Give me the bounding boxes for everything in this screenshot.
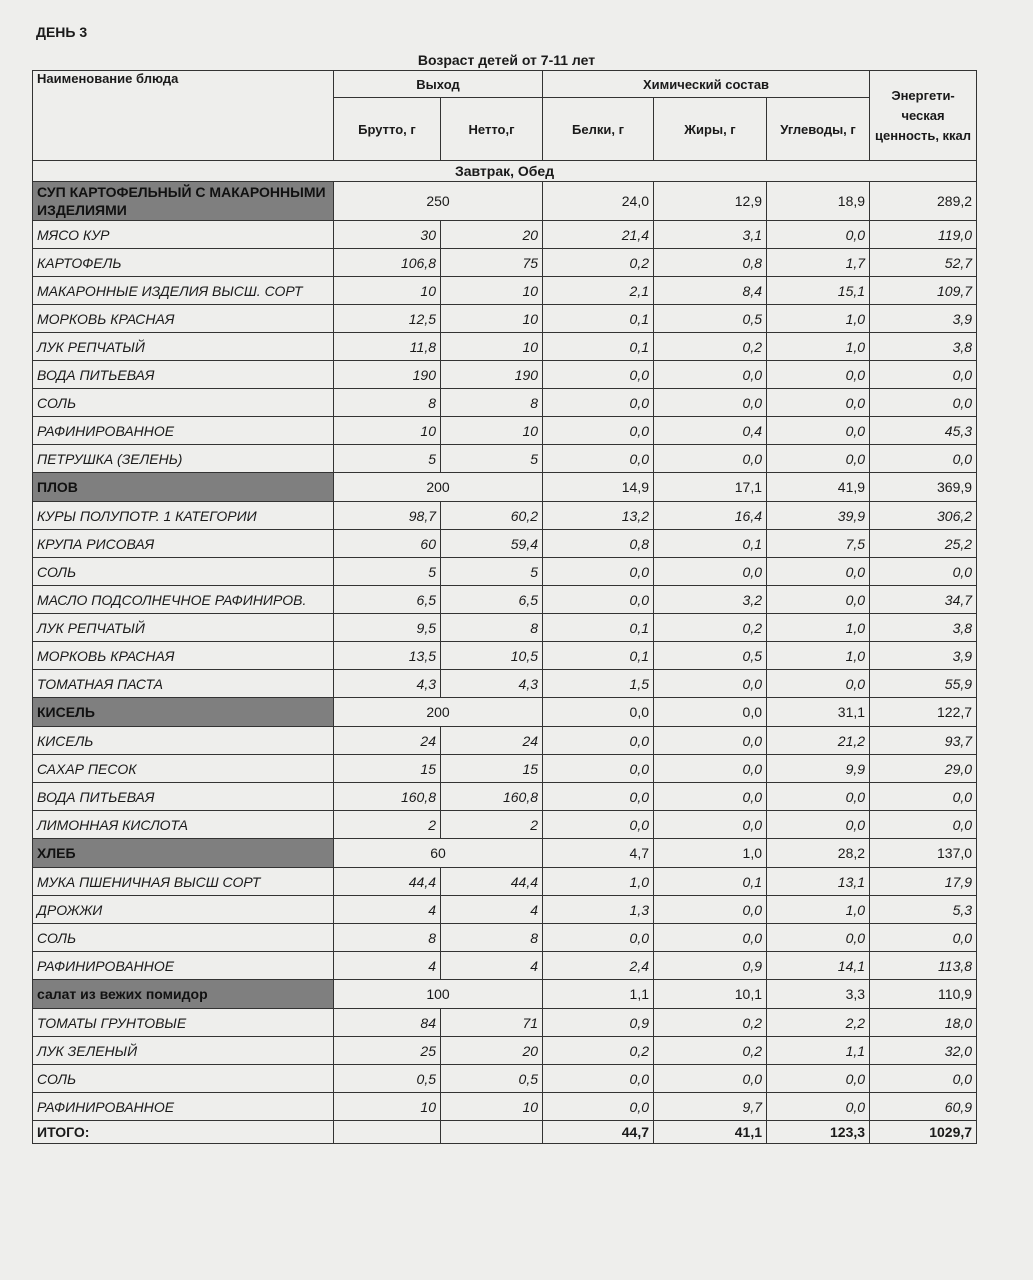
ingredient-energy: 3,8 <box>870 614 977 642</box>
ingredient-protein: 2,4 <box>543 952 654 980</box>
ingredient-row <box>33 530 977 558</box>
ingredient-net: 44,4 <box>441 868 543 896</box>
ingredient-gross: 98,7 <box>334 502 441 530</box>
ingredient-name: СОЛЬ <box>33 558 334 586</box>
ingredient-carbs: 2,2 <box>767 1009 870 1037</box>
dish-row <box>33 473 977 502</box>
dish-row <box>33 980 977 1009</box>
ingredient-net: 10,5 <box>441 642 543 670</box>
column-header-protein: Белки, г <box>543 98 654 161</box>
ingredient-gross: 30 <box>334 221 441 249</box>
ingredient-row <box>33 361 977 389</box>
meal-section-label: Завтрак, Обед <box>33 161 977 182</box>
ingredient-gross: 4 <box>334 952 441 980</box>
dish-carbs: 28,2 <box>767 839 870 868</box>
ingredient-fat: 0,0 <box>654 727 767 755</box>
ingredient-name: ЛУК РЕПЧАТЫЙ <box>33 614 334 642</box>
ingredient-carbs: 0,0 <box>767 221 870 249</box>
ingredient-energy: 109,7 <box>870 277 977 305</box>
ingredient-carbs: 7,5 <box>767 530 870 558</box>
ingredient-energy: 0,0 <box>870 389 977 417</box>
ingredient-name: КАРТОФЕЛЬ <box>33 249 334 277</box>
ingredient-energy: 0,0 <box>870 361 977 389</box>
ingredient-row <box>33 221 977 249</box>
ingredient-fat: 0,1 <box>654 868 767 896</box>
ingredient-net: 5 <box>441 445 543 473</box>
dish-row <box>33 839 977 868</box>
menu-table <box>32 70 977 1144</box>
ingredient-net: 10 <box>441 417 543 445</box>
total-gross-empty <box>334 1121 441 1144</box>
ingredient-gross: 190 <box>334 361 441 389</box>
total-net-empty <box>441 1121 543 1144</box>
ingredient-protein: 1,5 <box>543 670 654 698</box>
dish-carbs: 31,1 <box>767 698 870 727</box>
ingredient-carbs: 1,0 <box>767 642 870 670</box>
ingredient-fat: 0,2 <box>654 333 767 361</box>
ingredient-protein: 0,0 <box>543 1093 654 1121</box>
ingredient-net: 8 <box>441 924 543 952</box>
column-header-fat: Жиры, г <box>654 98 767 161</box>
ingredient-name: РАФИНИРОВАННОЕ <box>33 1093 334 1121</box>
ingredient-fat: 0,5 <box>654 642 767 670</box>
ingredient-net: 20 <box>441 221 543 249</box>
ingredient-fat: 3,1 <box>654 221 767 249</box>
ingredient-carbs: 15,1 <box>767 277 870 305</box>
ingredient-row <box>33 896 977 924</box>
ingredient-name: ПЕТРУШКА (ЗЕЛЕНЬ) <box>33 445 334 473</box>
ingredient-energy: 119,0 <box>870 221 977 249</box>
ingredient-protein: 0,1 <box>543 305 654 333</box>
ingredient-protein: 0,1 <box>543 614 654 642</box>
ingredient-net: 4,3 <box>441 670 543 698</box>
ingredient-row <box>33 670 977 698</box>
ingredient-gross: 84 <box>334 1009 441 1037</box>
ingredient-protein: 0,9 <box>543 1009 654 1037</box>
ingredient-row <box>33 558 977 586</box>
column-header-net: Нетто,г <box>441 98 543 161</box>
ingredient-gross: 11,8 <box>334 333 441 361</box>
ingredient-name: САХАР ПЕСОК <box>33 755 334 783</box>
ingredient-row <box>33 445 977 473</box>
ingredient-net: 75 <box>441 249 543 277</box>
ingredient-row <box>33 783 977 811</box>
ingredient-name: РАФИНИРОВАННОЕ <box>33 417 334 445</box>
ingredient-protein: 0,0 <box>543 755 654 783</box>
ingredient-name: ЛИМОННАЯ КИСЛОТА <box>33 811 334 839</box>
total-energy: 1029,7 <box>870 1121 977 1144</box>
ingredient-net: 20 <box>441 1037 543 1065</box>
ingredient-energy: 18,0 <box>870 1009 977 1037</box>
ingredient-net: 59,4 <box>441 530 543 558</box>
ingredient-gross: 0,5 <box>334 1065 441 1093</box>
ingredient-name: СОЛЬ <box>33 1065 334 1093</box>
dish-protein: 0,0 <box>543 698 654 727</box>
dish-fat: 12,9 <box>654 182 767 221</box>
ingredient-carbs: 0,0 <box>767 783 870 811</box>
ingredient-gross: 106,8 <box>334 249 441 277</box>
ingredient-protein: 0,0 <box>543 558 654 586</box>
dish-carbs: 18,9 <box>767 182 870 221</box>
ingredient-gross: 5 <box>334 445 441 473</box>
ingredient-gross: 2 <box>334 811 441 839</box>
ingredient-energy: 5,3 <box>870 896 977 924</box>
ingredient-energy: 52,7 <box>870 249 977 277</box>
ingredient-name: МАКАРОННЫЕ ИЗДЕЛИЯ ВЫСШ. СОРТ <box>33 277 334 305</box>
ingredient-row <box>33 277 977 305</box>
ingredient-protein: 0,1 <box>543 642 654 670</box>
column-header-energy: Энергети-ческая ценность, ккал <box>870 71 977 161</box>
ingredient-net: 10 <box>441 333 543 361</box>
ingredient-carbs: 0,0 <box>767 445 870 473</box>
column-header-carbs: Углеводы, г <box>767 98 870 161</box>
ingredient-energy: 3,8 <box>870 333 977 361</box>
ingredient-row <box>33 333 977 361</box>
ingredient-fat: 0,2 <box>654 1037 767 1065</box>
ingredient-protein: 1,3 <box>543 896 654 924</box>
ingredient-gross: 10 <box>334 1093 441 1121</box>
ingredient-row <box>33 614 977 642</box>
ingredient-fat: 0,0 <box>654 670 767 698</box>
ingredient-net: 190 <box>441 361 543 389</box>
ingredient-row <box>33 1093 977 1121</box>
dish-energy: 369,9 <box>870 473 977 502</box>
ingredient-protein: 2,1 <box>543 277 654 305</box>
ingredient-name: ЛУК ЗЕЛЕНЫЙ <box>33 1037 334 1065</box>
ingredient-carbs: 1,1 <box>767 1037 870 1065</box>
ingredient-fat: 0,8 <box>654 249 767 277</box>
ingredient-carbs: 0,0 <box>767 1093 870 1121</box>
ingredient-gross: 8 <box>334 924 441 952</box>
ingredient-energy: 55,9 <box>870 670 977 698</box>
ingredient-protein: 0,0 <box>543 417 654 445</box>
dish-protein: 14,9 <box>543 473 654 502</box>
ingredient-net: 6,5 <box>441 586 543 614</box>
dish-fat: 1,0 <box>654 839 767 868</box>
ingredient-gross: 13,5 <box>334 642 441 670</box>
ingredient-name: СОЛЬ <box>33 389 334 417</box>
age-group-title: Возраст детей от 7-11 лет <box>417 52 596 68</box>
ingredient-protein: 0,0 <box>543 924 654 952</box>
ingredient-net: 4 <box>441 952 543 980</box>
ingredient-net: 5 <box>441 558 543 586</box>
dish-output: 60 <box>334 839 543 868</box>
ingredient-energy: 0,0 <box>870 558 977 586</box>
dish-name: СУП КАРТОФЕЛЬНЫЙ С МАКАРОННЫМИ ИЗДЕЛИЯМИ <box>33 182 334 221</box>
ingredient-energy: 93,7 <box>870 727 977 755</box>
ingredient-net: 4 <box>441 896 543 924</box>
ingredient-fat: 0,5 <box>654 305 767 333</box>
ingredient-carbs: 0,0 <box>767 586 870 614</box>
column-header-output: Выход <box>334 71 543 98</box>
dish-name: ПЛОВ <box>33 473 334 502</box>
ingredient-fat: 16,4 <box>654 502 767 530</box>
ingredient-carbs: 1,0 <box>767 333 870 361</box>
ingredient-fat: 0,2 <box>654 1009 767 1037</box>
dish-row <box>33 698 977 727</box>
ingredient-name: КРУПА РИСОВАЯ <box>33 530 334 558</box>
ingredient-energy: 0,0 <box>870 1065 977 1093</box>
ingredient-gross: 44,4 <box>334 868 441 896</box>
ingredient-name: МОРКОВЬ КРАСНАЯ <box>33 642 334 670</box>
dish-energy: 289,2 <box>870 182 977 221</box>
total-carbs: 123,3 <box>767 1121 870 1144</box>
ingredient-net: 2 <box>441 811 543 839</box>
ingredient-name: МАСЛО ПОДСОЛНЕЧНОЕ РАФИНИРОВ. <box>33 586 334 614</box>
ingredient-row <box>33 924 977 952</box>
ingredient-net: 8 <box>441 614 543 642</box>
ingredient-carbs: 0,0 <box>767 811 870 839</box>
menu-body <box>33 161 977 1144</box>
dish-output: 200 <box>334 698 543 727</box>
ingredient-protein: 21,4 <box>543 221 654 249</box>
dish-protein: 24,0 <box>543 182 654 221</box>
ingredient-net: 10 <box>441 305 543 333</box>
ingredient-gross: 12,5 <box>334 305 441 333</box>
dish-fat: 10,1 <box>654 980 767 1009</box>
ingredient-energy: 0,0 <box>870 811 977 839</box>
dish-name: салат из вежих помидор <box>33 980 334 1009</box>
ingredient-net: 24 <box>441 727 543 755</box>
total-fat: 41,1 <box>654 1121 767 1144</box>
ingredient-energy: 34,7 <box>870 586 977 614</box>
ingredient-carbs: 1,0 <box>767 614 870 642</box>
ingredient-name: ТОМАТЫ ГРУНТОВЫЕ <box>33 1009 334 1037</box>
ingredient-carbs: 1,0 <box>767 896 870 924</box>
ingredient-net: 71 <box>441 1009 543 1037</box>
ingredient-name: ВОДА ПИТЬЕВАЯ <box>33 783 334 811</box>
ingredient-row <box>33 389 977 417</box>
ingredient-gross: 15 <box>334 755 441 783</box>
ingredient-protein: 0,0 <box>543 727 654 755</box>
ingredient-row <box>33 305 977 333</box>
dish-energy: 122,7 <box>870 698 977 727</box>
ingredient-name: КУРЫ ПОЛУПОТР. 1 КАТЕГОРИИ <box>33 502 334 530</box>
ingredient-fat: 0,0 <box>654 924 767 952</box>
ingredient-name: МЯСО КУР <box>33 221 334 249</box>
ingredient-net: 10 <box>441 1093 543 1121</box>
dish-carbs: 3,3 <box>767 980 870 1009</box>
ingredient-gross: 24 <box>334 727 441 755</box>
ingredient-carbs: 9,9 <box>767 755 870 783</box>
ingredient-row <box>33 755 977 783</box>
dish-fat: 0,0 <box>654 698 767 727</box>
ingredient-carbs: 1,7 <box>767 249 870 277</box>
day-label: ДЕНЬ 3 <box>36 24 88 40</box>
ingredient-protein: 0,0 <box>543 389 654 417</box>
ingredient-name: РАФИНИРОВАННОЕ <box>33 952 334 980</box>
ingredient-carbs: 0,0 <box>767 670 870 698</box>
ingredient-carbs: 14,1 <box>767 952 870 980</box>
dish-row <box>33 182 977 221</box>
ingredient-row <box>33 952 977 980</box>
ingredient-fat: 0,0 <box>654 1065 767 1093</box>
ingredient-name: ДРОЖЖИ <box>33 896 334 924</box>
ingredient-energy: 29,0 <box>870 755 977 783</box>
total-protein: 44,7 <box>543 1121 654 1144</box>
ingredient-fat: 0,1 <box>654 530 767 558</box>
ingredient-fat: 0,4 <box>654 417 767 445</box>
column-header-gross: Брутто, г <box>334 98 441 161</box>
ingredient-gross: 25 <box>334 1037 441 1065</box>
ingredient-fat: 0,0 <box>654 896 767 924</box>
dish-output: 250 <box>334 182 543 221</box>
ingredient-row <box>33 249 977 277</box>
ingredient-row <box>33 502 977 530</box>
ingredient-protein: 0,2 <box>543 1037 654 1065</box>
ingredient-row <box>33 417 977 445</box>
ingredient-row <box>33 1065 977 1093</box>
dish-energy: 137,0 <box>870 839 977 868</box>
ingredient-gross: 4,3 <box>334 670 441 698</box>
dish-output: 100 <box>334 980 543 1009</box>
ingredient-name: ВОДА ПИТЬЕВАЯ <box>33 361 334 389</box>
ingredient-net: 160,8 <box>441 783 543 811</box>
ingredient-carbs: 21,2 <box>767 727 870 755</box>
ingredient-fat: 0,0 <box>654 445 767 473</box>
dish-protein: 4,7 <box>543 839 654 868</box>
ingredient-gross: 4 <box>334 896 441 924</box>
ingredient-energy: 0,0 <box>870 445 977 473</box>
total-row <box>33 1121 977 1144</box>
column-header-name: Наименование блюда <box>33 71 334 161</box>
ingredient-protein: 0,0 <box>543 811 654 839</box>
ingredient-energy: 3,9 <box>870 642 977 670</box>
ingredient-gross: 10 <box>334 417 441 445</box>
ingredient-gross: 8 <box>334 389 441 417</box>
ingredient-name: МУКА ПШЕНИЧНАЯ ВЫСШ СОРТ <box>33 868 334 896</box>
total-label: ИТОГО: <box>33 1121 334 1144</box>
ingredient-net: 10 <box>441 277 543 305</box>
ingredient-row <box>33 811 977 839</box>
ingredient-carbs: 0,0 <box>767 558 870 586</box>
ingredient-energy: 113,8 <box>870 952 977 980</box>
ingredient-fat: 0,0 <box>654 558 767 586</box>
ingredient-energy: 60,9 <box>870 1093 977 1121</box>
ingredient-energy: 25,2 <box>870 530 977 558</box>
ingredient-protein: 0,1 <box>543 333 654 361</box>
ingredient-net: 60,2 <box>441 502 543 530</box>
ingredient-fat: 9,7 <box>654 1093 767 1121</box>
ingredient-name: МОРКОВЬ КРАСНАЯ <box>33 305 334 333</box>
ingredient-name: ТОМАТНАЯ ПАСТА <box>33 670 334 698</box>
ingredient-protein: 0,0 <box>543 783 654 811</box>
dish-name: ХЛЕБ <box>33 839 334 868</box>
ingredient-gross: 10 <box>334 277 441 305</box>
ingredient-carbs: 0,0 <box>767 924 870 952</box>
ingredient-fat: 0,9 <box>654 952 767 980</box>
dish-fat: 17,1 <box>654 473 767 502</box>
ingredient-gross: 60 <box>334 530 441 558</box>
ingredient-row <box>33 586 977 614</box>
ingredient-name: СОЛЬ <box>33 924 334 952</box>
column-header-chemical: Химический состав <box>543 71 870 98</box>
ingredient-fat: 0,0 <box>654 361 767 389</box>
ingredient-protein: 0,0 <box>543 586 654 614</box>
ingredient-protein: 0,0 <box>543 361 654 389</box>
ingredient-protein: 0,0 <box>543 445 654 473</box>
ingredient-fat: 0,0 <box>654 811 767 839</box>
ingredient-carbs: 0,0 <box>767 417 870 445</box>
ingredient-gross: 5 <box>334 558 441 586</box>
ingredient-carbs: 1,0 <box>767 305 870 333</box>
dish-output: 200 <box>334 473 543 502</box>
ingredient-row <box>33 642 977 670</box>
ingredient-fat: 3,2 <box>654 586 767 614</box>
dish-carbs: 41,9 <box>767 473 870 502</box>
ingredient-row <box>33 727 977 755</box>
ingredient-fat: 0,0 <box>654 783 767 811</box>
ingredient-energy: 0,0 <box>870 783 977 811</box>
ingredient-carbs: 39,9 <box>767 502 870 530</box>
ingredient-energy: 32,0 <box>870 1037 977 1065</box>
ingredient-protein: 0,0 <box>543 1065 654 1093</box>
ingredient-protein: 0,2 <box>543 249 654 277</box>
ingredient-energy: 0,0 <box>870 924 977 952</box>
ingredient-net: 0,5 <box>441 1065 543 1093</box>
ingredient-carbs: 13,1 <box>767 868 870 896</box>
ingredient-fat: 8,4 <box>654 277 767 305</box>
ingredient-row <box>33 868 977 896</box>
ingredient-name: КИСЕЛЬ <box>33 727 334 755</box>
ingredient-gross: 6,5 <box>334 586 441 614</box>
ingredient-net: 15 <box>441 755 543 783</box>
dish-protein: 1,1 <box>543 980 654 1009</box>
dish-name: КИСЕЛЬ <box>33 698 334 727</box>
ingredient-fat: 0,0 <box>654 389 767 417</box>
ingredient-gross: 160,8 <box>334 783 441 811</box>
ingredient-carbs: 0,0 <box>767 361 870 389</box>
ingredient-name: ЛУК РЕПЧАТЫЙ <box>33 333 334 361</box>
ingredient-carbs: 0,0 <box>767 1065 870 1093</box>
ingredient-energy: 3,9 <box>870 305 977 333</box>
ingredient-protein: 13,2 <box>543 502 654 530</box>
ingredient-energy: 17,9 <box>870 868 977 896</box>
ingredient-row <box>33 1009 977 1037</box>
ingredient-fat: 0,2 <box>654 614 767 642</box>
ingredient-protein: 0,8 <box>543 530 654 558</box>
ingredient-energy: 306,2 <box>870 502 977 530</box>
ingredient-fat: 0,0 <box>654 755 767 783</box>
dish-energy: 110,9 <box>870 980 977 1009</box>
ingredient-protein: 1,0 <box>543 868 654 896</box>
ingredient-carbs: 0,0 <box>767 389 870 417</box>
ingredient-gross: 9,5 <box>334 614 441 642</box>
ingredient-energy: 45,3 <box>870 417 977 445</box>
ingredient-net: 8 <box>441 389 543 417</box>
ingredient-row <box>33 1037 977 1065</box>
